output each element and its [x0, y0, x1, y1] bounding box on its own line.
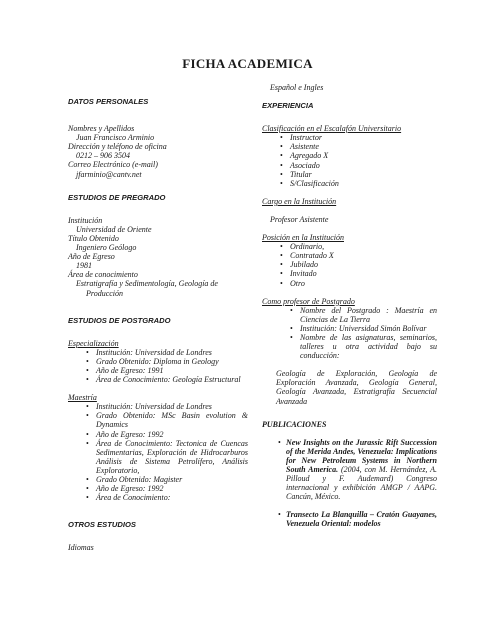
- titulo-value: Ingeniero Geólogo: [76, 243, 137, 253]
- page-title: FICHA ACADEMICA: [182, 56, 313, 71]
- list-item: • Institución: Universidad de Londres: [68, 348, 248, 357]
- institucion-label: Institución: [68, 215, 103, 225]
- postgrado-heading: ESTUDIOS DE POSTGRADO: [68, 315, 171, 325]
- profesor-postgrado-label: Como profesor de Postgrado: [262, 296, 355, 306]
- titulo-label: Título Obtenido: [68, 233, 119, 243]
- nombres-value: Juan Francisco Arminio: [76, 133, 155, 143]
- list-item: • Agregado X: [262, 151, 437, 160]
- nombres-label: Nombres y Apellidos: [68, 124, 135, 134]
- egreso-value: 1981: [76, 261, 92, 271]
- list-item: • Ordinario,: [262, 242, 437, 251]
- list-item: • Año de Egreso: 1991: [68, 366, 248, 375]
- list-item: • Área de Conocimiento: Geología Estructural: [68, 375, 248, 384]
- cargo-value: Profesor Asistente: [270, 214, 329, 224]
- list-item: • Grado Obtenido: MSc Basin evolution & Dynamics: [68, 411, 248, 429]
- list-item: • Titular: [262, 170, 437, 179]
- experiencia-heading: EXPERIENCIA: [262, 101, 314, 111]
- especializacion-label: Especialización: [68, 338, 119, 348]
- list-item: • Año de Egreso: 1992: [68, 484, 248, 493]
- publication-2: [262, 510, 437, 528]
- escalafon-label: Clasificación en el Escalafón Universitario: [262, 124, 402, 134]
- list-item: • Nombre del Postgrado : Maestría en Ciencias de La Tierra: [262, 306, 437, 324]
- list-item: • Nombre de las asignaturas, seminarios, talleres u otra actividad bajo su conducción:: [262, 333, 437, 360]
- datos-personales-heading: DATOS PERSONALES: [68, 97, 149, 106]
- correo-value: jfarminio@cantv.net: [76, 169, 142, 179]
- list-item: • Invitado: [262, 269, 437, 278]
- list-item: • Grado Obtenido: Magister: [68, 475, 248, 484]
- profesor-postgrado-list: [262, 306, 437, 361]
- left-column: [68, 97, 248, 552]
- posicion-label: Posición en la Institución: [262, 233, 344, 243]
- correo-label: Correo Electrónico (e-mail): [68, 160, 158, 170]
- maestria-label: Maestría: [68, 393, 97, 403]
- list-item: • Contratado X: [262, 251, 437, 260]
- otros-estudios-heading: OTROS ESTUDIOS: [68, 520, 136, 530]
- area-label: Área de conocimiento: [68, 270, 138, 280]
- list-item: • Asistente: [262, 142, 437, 151]
- list-item: • Grado Obtenido: Diploma in Geology: [68, 357, 248, 366]
- maestria-list: [68, 402, 248, 502]
- bullet-icon: •: [278, 510, 281, 520]
- area-value: Estratigrafía y Sedimentología, Geología de Producción: [76, 279, 218, 298]
- telefono-value: 0212 – 906 3504: [76, 151, 130, 161]
- especializacion-list: [68, 348, 248, 384]
- list-item: • Asociado: [262, 161, 437, 170]
- list-item: • Otro: [262, 279, 437, 288]
- idiomas-value: Español e Ingles: [270, 83, 324, 92]
- list-item: • Instructor: [262, 133, 437, 142]
- list-item: • Área de Conocimiento: Tectonica de Cuencas Sedimentarias, Exploración de Hidrocarburos Análisis de Sistema Petrolífero, Análisis Exploratorio,: [68, 439, 248, 475]
- right-column: [262, 83, 437, 529]
- publicaciones-heading: PUBLICACIONES: [262, 419, 327, 429]
- publication-title: New Insights on the Jurassic Rift Succession of the Merida Andes, Venezuela: Implications for New Petroleum Systems in Northern South America.: [286, 437, 437, 474]
- escalafon-list: [262, 133, 437, 188]
- egreso-label: Año de Egreso: [68, 252, 115, 262]
- posicion-list: [262, 242, 437, 287]
- pregrado-heading: ESTUDIOS DE PREGRADO: [68, 192, 166, 202]
- publication-details: (2004, con M. Hernández, A. Pilloud y F. Audemard) Congreso internacional y exhibición AMGP / AAPG. Cancún, México.: [286, 465, 438, 502]
- list-item: • Jubilado: [262, 260, 437, 269]
- idiomas-label: Idiomas: [68, 543, 94, 553]
- list-item: • Área de Conocimiento:: [68, 493, 248, 502]
- bullet-icon: •: [278, 437, 281, 447]
- cargo-label: Cargo en la Institución: [262, 196, 337, 206]
- list-item: • Institución: Universidad de Londres: [68, 402, 248, 411]
- asignaturas-text: Geología de Exploración, Geología de Exploración Avanzada, Geología General, Geología Avanzada, Estratigrafía Secuencial Avanzada: [276, 369, 437, 406]
- list-item: • S/Clasificación: [262, 179, 437, 188]
- list-item: • Institución: Universidad Simón Bolívar: [262, 324, 437, 333]
- publication-title: Transecto La Blanquilla – Cratón Guayanes, Venezuela Oriental: modelos: [286, 510, 437, 529]
- list-item: • Año de Egreso: 1992: [68, 430, 248, 439]
- direccion-label: Dirección y teléfono de oficina: [68, 142, 167, 152]
- publication-1: [262, 438, 437, 502]
- institucion-value: Universidad de Oriente: [76, 224, 152, 234]
